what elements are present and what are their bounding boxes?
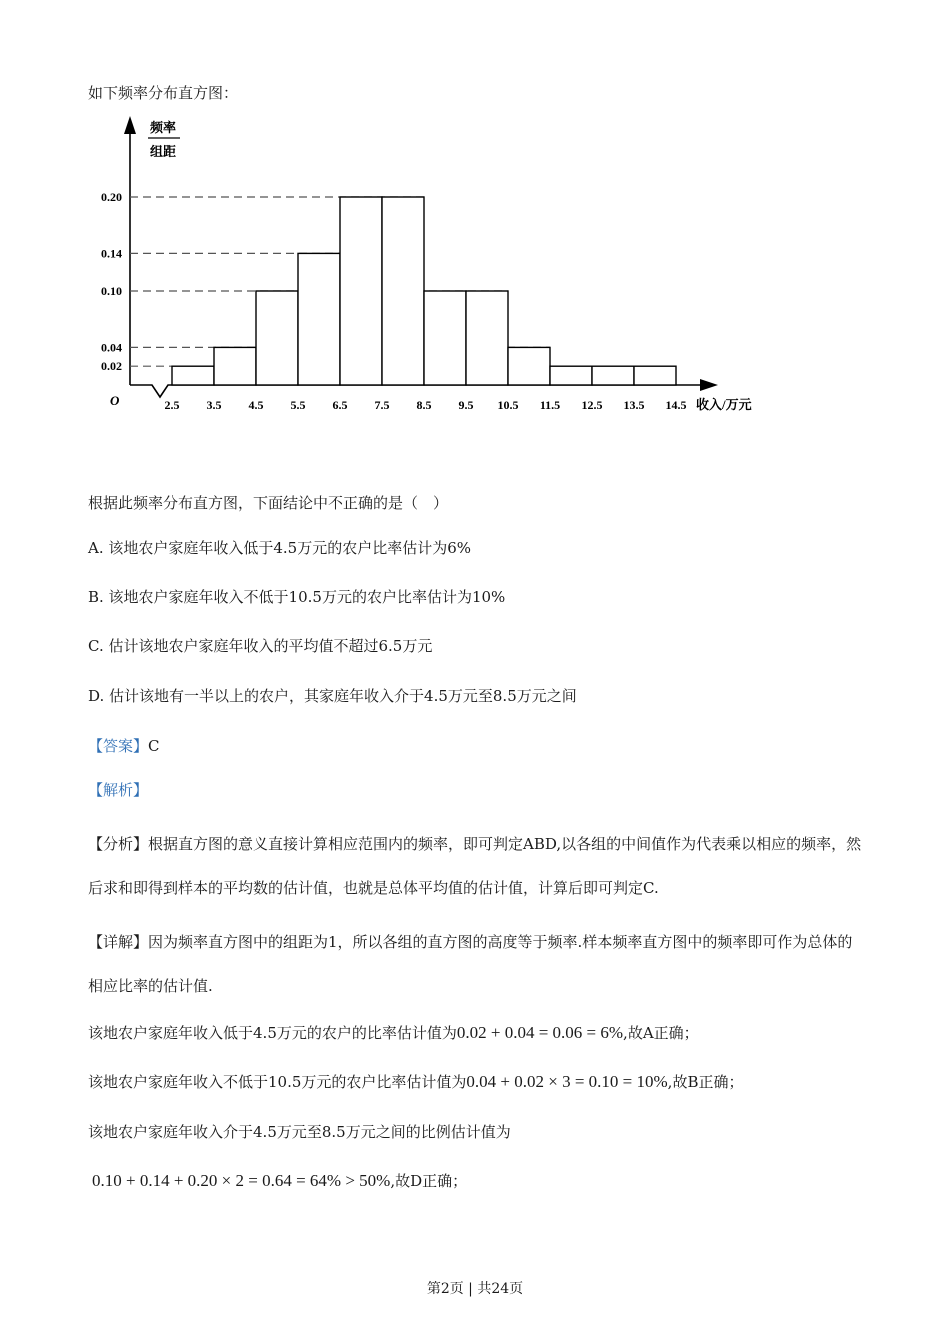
x-tick-label: 11.5 bbox=[539, 398, 561, 412]
histogram-bar-2 bbox=[214, 347, 256, 385]
calc-a-math: 0.02 + 0.04 = 0.06 = 6% bbox=[456, 1023, 624, 1042]
answer-tag: 【答案】 bbox=[88, 737, 149, 755]
option-b: B. 该地农户家庭年收入不低于10.5万元的农户比率估计为10% bbox=[88, 588, 506, 606]
y-tick-label: 0.14 bbox=[101, 246, 122, 261]
x-axis-arrow bbox=[700, 379, 718, 391]
x-tick-label: 8.5 bbox=[416, 398, 432, 412]
analysis-tag: 【解析】 bbox=[88, 781, 149, 799]
x-tick-label: 4.5 bbox=[248, 398, 264, 412]
x-tick-label: 13.5 bbox=[623, 398, 645, 412]
x-tick-label: 2.5 bbox=[164, 398, 180, 412]
histogram-bar-9 bbox=[508, 347, 550, 385]
detail-paragraph: 【详解】因为频率直方图中的组距为1，所以各组的直方图的高度等于频率.样本频率直方图中的频率即可作为总体的相应比率的估计值. bbox=[88, 933, 853, 995]
histogram-bar-12 bbox=[634, 366, 676, 385]
x-tick-label: 12.5 bbox=[581, 398, 603, 412]
calc-line-d bbox=[92, 1170, 467, 1192]
option-a: A. 该地农户家庭年收入低于4.5万元的农户比率估计为6% bbox=[88, 539, 472, 557]
histogram-bar-8 bbox=[466, 291, 508, 385]
x-tick-label: 7.5 bbox=[374, 398, 390, 412]
x-axis bbox=[130, 385, 706, 397]
calc-d-math: 0.10 + 0.14 + 0.20 × 2 = 0.64 = 64% > 50% bbox=[92, 1171, 391, 1190]
origin-label: O bbox=[110, 393, 120, 408]
y-tick-label: 0.02 bbox=[101, 359, 122, 374]
y-tick-label: 0.20 bbox=[101, 190, 122, 204]
x-tick-label: 14.5 bbox=[665, 398, 687, 412]
answer-value: C bbox=[148, 737, 160, 755]
calc-line-b bbox=[88, 1071, 743, 1093]
calc-b-math: 0.04 + 0.02 × 3 = 0.10 = 10% bbox=[466, 1072, 668, 1091]
histogram-bar-7 bbox=[424, 291, 466, 385]
analysis-paragraph: 【分析】根据直方图的意义直接计算相应范围内的频率，即可判定ABD,以各组的中间值作为代表乘以相应的频率，然后求和即得到样本的平均数的估计值，也就是总体平均值的估计值，计算后即可判定C. bbox=[88, 835, 862, 897]
option-c: C. 估计该地农户家庭年收入的平均值不超过6.5万元 bbox=[88, 637, 433, 655]
y-label-top: 频率 bbox=[150, 120, 177, 135]
y-tick-label: 0.10 bbox=[101, 284, 122, 298]
x-tick-label: 5.5 bbox=[290, 398, 306, 412]
page-footer: 第2页 | 共24页 bbox=[426, 1281, 524, 1297]
histogram-bar-6 bbox=[382, 197, 424, 385]
frequency-histogram bbox=[100, 112, 780, 422]
x-tick-label: 9.5 bbox=[458, 398, 474, 412]
histogram-bar-3 bbox=[256, 291, 298, 385]
answer-line bbox=[88, 735, 160, 757]
calc-line-d-intro: 该地农户家庭年收入介于4.5万元至8.5万元之间的比例估计值为 bbox=[88, 1123, 511, 1141]
calc-d-tail: ,故D正确； bbox=[390, 1172, 468, 1190]
calc-a-tail: ,故A正确； bbox=[623, 1024, 699, 1042]
question-text: 根据此频率分布直方图，下面结论中不正确的是（ ） bbox=[88, 494, 449, 512]
x-tick-label: 3.5 bbox=[206, 398, 222, 412]
histogram-bar-10 bbox=[550, 366, 592, 385]
histogram-bar-5 bbox=[340, 197, 382, 385]
calc-b-text: 该地农户家庭年收入不低于10.5万元的农户比率估计值为 bbox=[88, 1073, 467, 1091]
calc-a-text: 该地农户家庭年收入低于4.5万元的农户的比率估计值为 bbox=[88, 1024, 457, 1042]
y-label-bottom: 组距 bbox=[150, 144, 177, 159]
intro-text: 如下频率分布直方图： bbox=[88, 84, 239, 102]
y-tick-label: 0.04 bbox=[101, 340, 122, 355]
x-tick-label: 10.5 bbox=[497, 398, 519, 412]
histogram-bar-4 bbox=[298, 253, 340, 385]
histogram-bar-1 bbox=[172, 366, 214, 385]
x-tick-label: 6.5 bbox=[332, 398, 348, 412]
calc-b-tail: ,故B正确； bbox=[667, 1073, 744, 1091]
histogram-bar-11 bbox=[592, 366, 634, 385]
y-axis-arrow bbox=[124, 116, 136, 134]
x-axis-label: 收入/万元 bbox=[696, 397, 752, 412]
option-d: D. 估计该地有一半以上的农户，其家庭年收入介于4.5万元至8.5万元之间 bbox=[88, 687, 577, 705]
calc-line-a bbox=[88, 1022, 699, 1044]
